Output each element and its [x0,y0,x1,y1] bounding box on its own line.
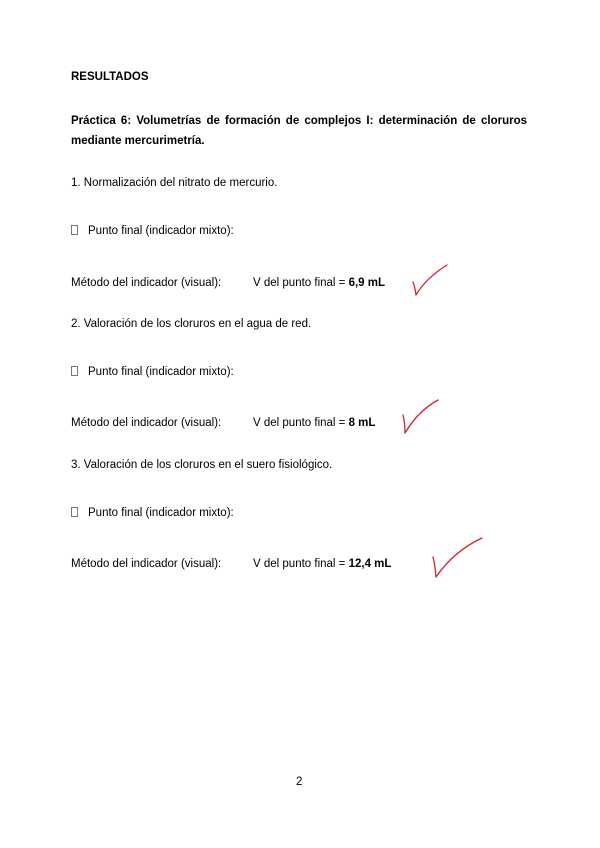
section-3-checkmark-icon [430,535,486,581]
bullet-glyph-icon [71,366,78,376]
section-1-volume-label: V del punto final = [253,277,346,289]
section-2-volume [253,417,375,429]
section-1-volume [253,277,385,289]
section-1-title: 1. Normalización del nitrato de mercurio. [71,177,278,189]
section-3-bullet-text: Punto final (indicador mixto): [88,507,234,519]
section-1-bullet-text: Punto final (indicador mixto): [88,225,234,237]
page-number: 2 [296,776,303,788]
section-1-volume-value: 6,9 mL [348,277,386,289]
section-2-checkmark-icon [400,397,442,437]
section-3-method-label: Método del indicador (visual): [71,558,222,570]
section-2-title: 2. Valoración de los cloruros en el agua de red. [71,318,312,330]
section-3-bullet-item [71,507,234,519]
section-1-checkmark-icon [410,262,450,298]
section-1-method-label: Método del indicador (visual): [71,277,222,289]
section-2-bullet-text: Punto final (indicador mixto): [88,366,234,378]
section-1-bullet-item [71,225,234,237]
bullet-glyph-icon [71,507,78,517]
results-heading: RESULTADOS [71,71,149,83]
section-2-volume-value: 8 mL [348,417,376,429]
section-2-method-label: Método del indicador (visual): [71,417,222,429]
bullet-glyph-icon [71,225,78,235]
section-3-volume-label: V del punto final = [253,558,346,570]
practice-title: Práctica 6: Volumetrías de formación de complejos I: determinación de cloruros mediante mercurimetría. [71,115,527,147]
section-2-bullet-item [71,366,234,378]
section-3-volume-value: 12,4 mL [348,558,392,570]
section-3-title: 3. Valoración de los cloruros en el suero fisiológico. [71,459,333,471]
section-3-volume [253,558,391,570]
section-2-volume-label: V del punto final = [253,417,346,429]
